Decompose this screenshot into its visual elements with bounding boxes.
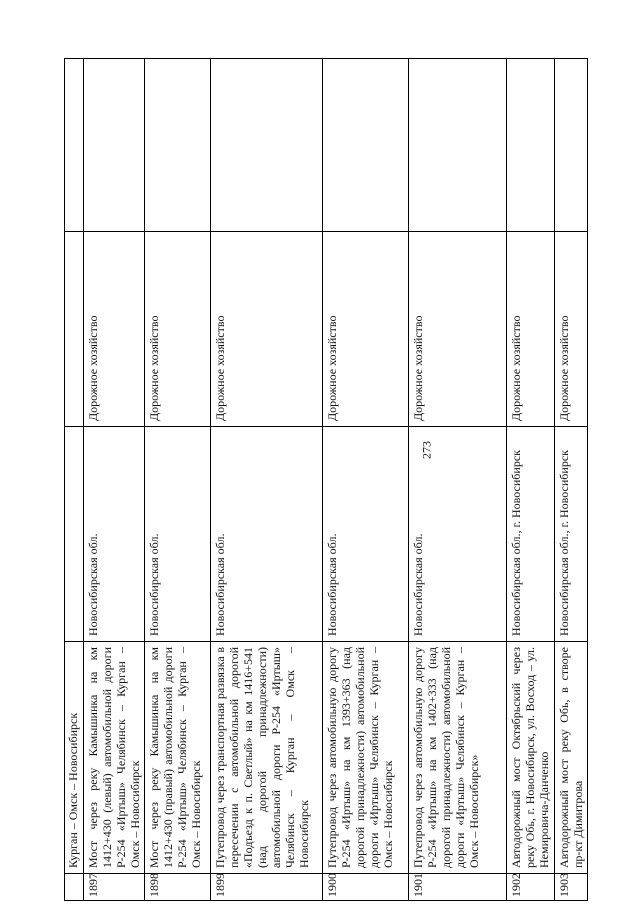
group-heading-row <box>65 59 84 901</box>
object-name: Путепровод через автомобильную дорогу Р-254 «Иртыш» на км 1402+333 (над дорогой принадлежности) автомобильной дороги «Иртыш» Челябинск – Курган – Омск – Новосибирск» <box>409 642 507 874</box>
empty-cell <box>507 59 555 232</box>
rotated-table-wrapper <box>64 58 600 901</box>
object-name: Автодорожный мост Октябрьский через реку Обь, г. Новосибирск, ул. Восход – ул. Немировича-Данченко <box>507 642 555 874</box>
row-number: 1898 <box>145 874 211 901</box>
table-row <box>211 59 323 901</box>
object-owner: Дорожное хозяйство <box>145 232 211 427</box>
object-name: Путепровод через транспортная развязка в пересечении с автомобильной дорогой «Подъезд к п. Светлый» на км 1416+541 (над дорогой принадлежности) автомобильной дороги Р-254 «Иртыш» Челябинск – Курган – Омск – Новосибирск <box>211 642 323 874</box>
object-region: Новосибирская обл. <box>84 427 145 642</box>
object-owner: Дорожное хозяйство <box>84 232 145 427</box>
table-row <box>84 59 145 901</box>
object-name: Мост через реку Камышинка на км 1412+430 (правый) автомобильной дороги Р-254 «Иртыш» Челябинск – Курган – Омск – Новосибирск <box>145 642 211 874</box>
group-extra-cell <box>65 59 84 232</box>
bridges-table <box>64 58 588 901</box>
object-name: Мост через реку Камышинка на км 1412+430 (левый) автомобильной дороги Р-254 «Иртыш» Челябинск – Курган – Омск – Новосибирск <box>84 642 145 874</box>
object-owner: Дорожное хозяйство <box>323 232 409 427</box>
object-owner: Дорожное хозяйство <box>409 232 507 427</box>
empty-cell <box>323 59 409 232</box>
object-region: Новосибирская обл. <box>409 427 507 642</box>
row-number: 1903 <box>555 874 588 901</box>
row-number: 1901 <box>409 874 507 901</box>
table-row <box>323 59 409 901</box>
row-number: 1900 <box>323 874 409 901</box>
object-region: Новосибирская обл. <box>323 427 409 642</box>
row-number: 1899 <box>211 874 323 901</box>
object-name: Путепровод через автомобильную дорогу Р-254 «Иртыш» на км 1393+363 (над дорогой принадлежности) автомобильной дороги «Иртыш» Челябинск – Курган – Омск – Новосибирск <box>323 642 409 874</box>
object-region: Новосибирская обл. <box>145 427 211 642</box>
empty-cell <box>409 59 507 232</box>
group-heading: Курган – Омск – Новосибирск <box>65 642 84 874</box>
object-region: Новосибирская обл., г. Новосибирск <box>555 427 588 642</box>
object-owner: Дорожное хозяйство <box>555 232 588 427</box>
group-region-cell <box>65 427 84 642</box>
table-area <box>64 58 600 901</box>
object-owner: Дорожное хозяйство <box>507 232 555 427</box>
page-number: 273 <box>419 441 434 459</box>
table-row <box>409 59 507 901</box>
empty-cell <box>145 59 211 232</box>
row-number: 1902 <box>507 874 555 901</box>
empty-cell <box>555 59 588 232</box>
group-num-cell <box>65 874 84 901</box>
object-region: Новосибирская обл., г. Новосибирск <box>507 427 555 642</box>
group-owner-cell <box>65 232 84 427</box>
empty-cell <box>84 59 145 232</box>
object-region: Новосибирская обл. <box>211 427 323 642</box>
object-owner: Дорожное хозяйство <box>211 232 323 427</box>
table-row <box>507 59 555 901</box>
empty-cell <box>211 59 323 232</box>
object-name: Автодорожный мост реку Обь, в створе пр-кт Димитрова <box>555 642 588 874</box>
table-row <box>555 59 588 901</box>
row-number: 1897 <box>84 874 145 901</box>
table-row <box>145 59 211 901</box>
